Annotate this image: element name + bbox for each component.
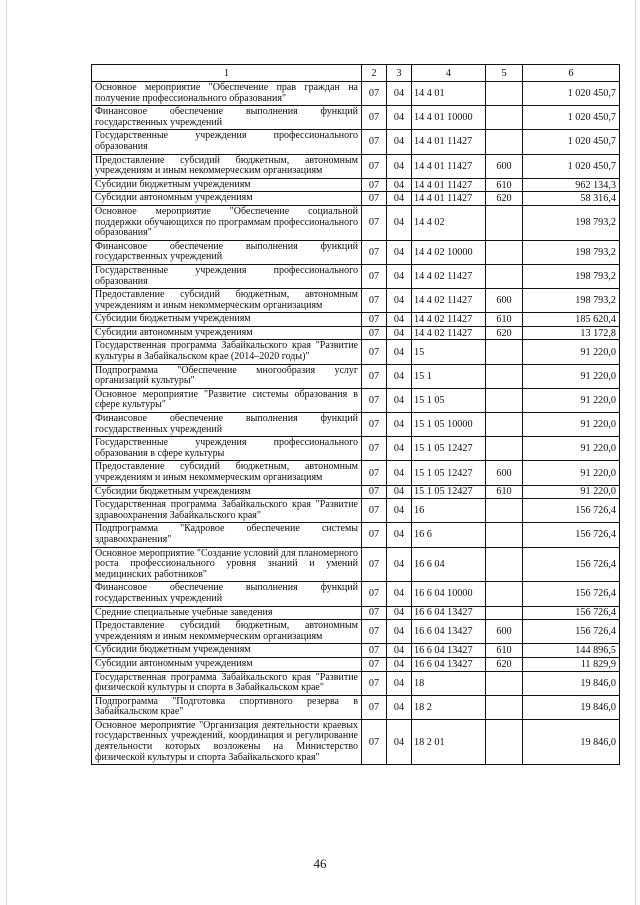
row-amount-cell: 19 846,0 xyxy=(523,671,620,695)
row-amount-cell: 1 020 450,7 xyxy=(523,130,620,154)
row-expense-type-cell: 610 xyxy=(486,644,523,658)
row-section-cell: 07 xyxy=(362,340,387,364)
row-section-cell: 07 xyxy=(362,695,387,719)
row-expense-type-cell xyxy=(486,671,523,695)
row-subsection-cell: 04 xyxy=(387,485,412,499)
row-target-code-cell: 16 6 04 13427 xyxy=(412,606,486,620)
row-expense-type-cell xyxy=(486,719,523,764)
row-name-cell: Субсидии автономным учреждениям xyxy=(92,192,362,206)
header-col-1: 1 xyxy=(92,65,362,82)
row-target-code-cell: 14 4 02 xyxy=(412,205,486,240)
row-expense-type-cell: 610 xyxy=(486,313,523,327)
row-amount-cell: 156 726,4 xyxy=(523,547,620,582)
row-name-cell: Предоставление субсидий бюджетным, автономным учреждениям и иным некоммерческим организациям xyxy=(92,289,362,313)
row-amount-cell: 13 172,8 xyxy=(523,326,620,340)
row-expense-type-cell xyxy=(486,82,523,106)
header-col-3: 3 xyxy=(387,65,412,82)
row-subsection-cell: 04 xyxy=(387,364,412,388)
row-target-code-cell: 15 1 xyxy=(412,364,486,388)
row-target-code-cell: 14 4 01 xyxy=(412,82,486,106)
table-row xyxy=(92,178,620,192)
row-subsection-cell: 04 xyxy=(387,154,412,178)
row-section-cell: 07 xyxy=(362,154,387,178)
row-target-code-cell: 14 4 01 10000 xyxy=(412,106,486,130)
row-section-cell: 07 xyxy=(362,606,387,620)
row-amount-cell: 144 896,5 xyxy=(523,644,620,658)
row-expense-type-cell xyxy=(486,606,523,620)
row-expense-type-cell xyxy=(486,413,523,437)
row-name-cell: Государственные учреждения профессионального образования xyxy=(92,130,362,154)
table-row xyxy=(92,154,620,178)
table-row xyxy=(92,657,620,671)
row-amount-cell: 1 020 450,7 xyxy=(523,106,620,130)
table-row xyxy=(92,205,620,240)
row-target-code-cell: 16 6 04 13427 xyxy=(412,620,486,644)
row-expense-type-cell: 600 xyxy=(486,289,523,313)
row-amount-cell: 91 220,0 xyxy=(523,364,620,388)
row-name-cell: Предоставление субсидий бюджетным, автономным учреждениям и иным некоммерческим организациям xyxy=(92,461,362,485)
row-name-cell: Финансовое обеспечение выполнения функций государственных учреждений xyxy=(92,106,362,130)
row-amount-cell: 91 220,0 xyxy=(523,340,620,364)
row-target-code-cell: 15 1 05 12427 xyxy=(412,461,486,485)
row-amount-cell: 198 793,2 xyxy=(523,289,620,313)
row-amount-cell: 198 793,2 xyxy=(523,205,620,240)
row-target-code-cell: 14 4 02 11427 xyxy=(412,264,486,288)
row-name-cell: Подпрограмма "Кадровое обеспечение системы здравоохранения" xyxy=(92,523,362,547)
row-section-cell: 07 xyxy=(362,523,387,547)
row-target-code-cell: 15 1 05 12427 xyxy=(412,485,486,499)
row-section-cell: 07 xyxy=(362,289,387,313)
row-name-cell: Основное мероприятие "Обеспечение прав граждан на получение профессионального образования" xyxy=(92,82,362,106)
row-expense-type-cell: 600 xyxy=(486,620,523,644)
row-expense-type-cell: 600 xyxy=(486,154,523,178)
row-subsection-cell: 04 xyxy=(387,178,412,192)
row-target-code-cell: 14 4 01 11427 xyxy=(412,192,486,206)
table-row xyxy=(92,606,620,620)
row-name-cell: Финансовое обеспечение выполнения функций государственных учреждений xyxy=(92,582,362,606)
row-subsection-cell: 04 xyxy=(387,326,412,340)
row-name-cell: Финансовое обеспечение выполнения функций государственных учреждений xyxy=(92,240,362,264)
row-target-code-cell: 15 1 05 xyxy=(412,388,486,412)
row-section-cell: 07 xyxy=(362,364,387,388)
row-section-cell: 07 xyxy=(362,437,387,461)
row-name-cell: Основное мероприятие "Создание условий для планомерного роста профессионального уровня знаний и умений медицинских работников" xyxy=(92,547,362,582)
row-name-cell: Субсидии автономным учреждениям xyxy=(92,657,362,671)
header-col-5: 5 xyxy=(486,65,523,82)
row-name-cell: Государственная программа Забайкальского края "Развитие здравоохранения Забайкальского края" xyxy=(92,499,362,523)
row-expense-type-cell: 600 xyxy=(486,461,523,485)
row-subsection-cell: 04 xyxy=(387,499,412,523)
table-row xyxy=(92,313,620,327)
row-section-cell: 07 xyxy=(362,82,387,106)
row-amount-cell: 1 020 450,7 xyxy=(523,82,620,106)
row-amount-cell: 156 726,4 xyxy=(523,606,620,620)
row-expense-type-cell: 620 xyxy=(486,326,523,340)
table-header-row xyxy=(92,65,620,82)
row-name-cell: Государственные учреждения профессионального образования xyxy=(92,264,362,288)
row-target-code-cell: 16 6 04 xyxy=(412,547,486,582)
row-amount-cell: 58 316,4 xyxy=(523,192,620,206)
row-section-cell: 07 xyxy=(362,313,387,327)
row-expense-type-cell xyxy=(486,130,523,154)
table-row xyxy=(92,82,620,106)
row-section-cell: 07 xyxy=(362,106,387,130)
row-expense-type-cell xyxy=(486,364,523,388)
left-page-edge xyxy=(6,0,7,905)
table-row xyxy=(92,264,620,288)
row-name-cell: Подпрограмма "Подготовка спортивного резерва в Забайкальском крае" xyxy=(92,695,362,719)
row-name-cell: Субсидии бюджетным учреждениям xyxy=(92,644,362,658)
row-amount-cell: 91 220,0 xyxy=(523,413,620,437)
row-name-cell: Субсидии автономным учреждениям xyxy=(92,326,362,340)
budget-table xyxy=(91,64,620,765)
row-section-cell: 07 xyxy=(362,240,387,264)
row-target-code-cell: 16 6 xyxy=(412,523,486,547)
row-subsection-cell: 04 xyxy=(387,582,412,606)
row-target-code-cell: 16 6 04 13427 xyxy=(412,644,486,658)
row-target-code-cell: 14 4 01 11427 xyxy=(412,130,486,154)
row-section-cell: 07 xyxy=(362,326,387,340)
row-name-cell: Подпрограмма "Обеспечение многообразия услуг организаций культуры" xyxy=(92,364,362,388)
table-row xyxy=(92,326,620,340)
row-target-code-cell: 15 1 05 10000 xyxy=(412,413,486,437)
row-expense-type-cell xyxy=(486,547,523,582)
row-section-cell: 07 xyxy=(362,192,387,206)
table-row xyxy=(92,240,620,264)
table-row xyxy=(92,547,620,582)
row-target-code-cell: 18 2 01 xyxy=(412,719,486,764)
row-subsection-cell: 04 xyxy=(387,240,412,264)
table-row xyxy=(92,192,620,206)
row-section-cell: 07 xyxy=(362,178,387,192)
row-expense-type-cell xyxy=(486,523,523,547)
row-target-code-cell: 18 xyxy=(412,671,486,695)
row-section-cell: 07 xyxy=(362,719,387,764)
row-section-cell: 07 xyxy=(362,547,387,582)
row-subsection-cell: 04 xyxy=(387,437,412,461)
row-expense-type-cell xyxy=(486,264,523,288)
table-body xyxy=(92,82,620,765)
row-subsection-cell: 04 xyxy=(387,413,412,437)
row-subsection-cell: 04 xyxy=(387,313,412,327)
row-subsection-cell: 04 xyxy=(387,106,412,130)
table-row xyxy=(92,437,620,461)
row-target-code-cell: 14 4 02 11427 xyxy=(412,289,486,313)
row-target-code-cell: 18 2 xyxy=(412,695,486,719)
row-amount-cell: 962 134,3 xyxy=(523,178,620,192)
row-expense-type-cell xyxy=(486,106,523,130)
row-name-cell: Субсидии бюджетным учреждениям xyxy=(92,485,362,499)
row-subsection-cell: 04 xyxy=(387,620,412,644)
row-section-cell: 07 xyxy=(362,644,387,658)
row-name-cell: Средние специальные учебные заведения xyxy=(92,606,362,620)
row-expense-type-cell: 610 xyxy=(486,178,523,192)
row-section-cell: 07 xyxy=(362,264,387,288)
row-target-code-cell: 14 4 02 11427 xyxy=(412,326,486,340)
table-row xyxy=(92,130,620,154)
row-expense-type-cell xyxy=(486,437,523,461)
row-section-cell: 07 xyxy=(362,499,387,523)
row-expense-type-cell xyxy=(486,499,523,523)
row-amount-cell: 185 620,4 xyxy=(523,313,620,327)
row-section-cell: 07 xyxy=(362,388,387,412)
table-row xyxy=(92,289,620,313)
row-subsection-cell: 04 xyxy=(387,671,412,695)
row-target-code-cell: 16 xyxy=(412,499,486,523)
header-col-6: 6 xyxy=(523,65,620,82)
row-subsection-cell: 04 xyxy=(387,606,412,620)
page-number: 46 xyxy=(313,856,327,871)
row-section-cell: 07 xyxy=(362,205,387,240)
row-section-cell: 07 xyxy=(362,582,387,606)
row-subsection-cell: 04 xyxy=(387,461,412,485)
table-row xyxy=(92,644,620,658)
row-name-cell: Предоставление субсидий бюджетным, автономным учреждениям и иным некоммерческим организациям xyxy=(92,620,362,644)
row-amount-cell: 156 726,4 xyxy=(523,582,620,606)
row-subsection-cell: 04 xyxy=(387,547,412,582)
row-subsection-cell: 04 xyxy=(387,657,412,671)
row-subsection-cell: 04 xyxy=(387,289,412,313)
row-name-cell: Основное мероприятие "Развитие системы образования в сфере культуры" xyxy=(92,388,362,412)
table-row xyxy=(92,620,620,644)
row-subsection-cell: 04 xyxy=(387,523,412,547)
row-name-cell: Основное мероприятие "Обеспечение социальной поддержки обучающихся по программам профессионального образования" xyxy=(92,205,362,240)
row-section-cell: 07 xyxy=(362,620,387,644)
row-section-cell: 07 xyxy=(362,413,387,437)
row-subsection-cell: 04 xyxy=(387,192,412,206)
row-amount-cell: 198 793,2 xyxy=(523,240,620,264)
row-amount-cell: 156 726,4 xyxy=(523,523,620,547)
table-row xyxy=(92,499,620,523)
row-section-cell: 07 xyxy=(362,657,387,671)
row-subsection-cell: 04 xyxy=(387,82,412,106)
header-col-4: 4 xyxy=(412,65,486,82)
row-target-code-cell: 14 4 01 11427 xyxy=(412,178,486,192)
row-amount-cell: 198 793,2 xyxy=(523,264,620,288)
row-expense-type-cell: 610 xyxy=(486,485,523,499)
table-row xyxy=(92,413,620,437)
row-amount-cell: 91 220,0 xyxy=(523,437,620,461)
row-amount-cell: 19 846,0 xyxy=(523,695,620,719)
row-name-cell: Субсидии бюджетным учреждениям xyxy=(92,178,362,192)
row-subsection-cell: 04 xyxy=(387,695,412,719)
row-target-code-cell: 14 4 02 10000 xyxy=(412,240,486,264)
row-expense-type-cell xyxy=(486,340,523,364)
row-subsection-cell: 04 xyxy=(387,264,412,288)
row-name-cell: Финансовое обеспечение выполнения функций государственных учреждений xyxy=(92,413,362,437)
row-amount-cell: 156 726,4 xyxy=(523,499,620,523)
row-amount-cell: 91 220,0 xyxy=(523,461,620,485)
table-row xyxy=(92,485,620,499)
row-amount-cell: 91 220,0 xyxy=(523,388,620,412)
row-amount-cell: 91 220,0 xyxy=(523,485,620,499)
table-row xyxy=(92,388,620,412)
row-expense-type-cell xyxy=(486,240,523,264)
row-subsection-cell: 04 xyxy=(387,719,412,764)
row-name-cell: Предоставление субсидий бюджетным, автономным учреждениям и иным некоммерческим организациям xyxy=(92,154,362,178)
table-row xyxy=(92,106,620,130)
row-expense-type-cell xyxy=(486,205,523,240)
row-target-code-cell: 14 4 01 11427 xyxy=(412,154,486,178)
row-subsection-cell: 04 xyxy=(387,130,412,154)
row-target-code-cell: 15 1 05 12427 xyxy=(412,437,486,461)
row-expense-type-cell xyxy=(486,695,523,719)
row-expense-type-cell xyxy=(486,388,523,412)
header-col-2: 2 xyxy=(362,65,387,82)
row-subsection-cell: 04 xyxy=(387,340,412,364)
row-amount-cell: 156 726,4 xyxy=(523,620,620,644)
row-target-code-cell: 16 6 04 10000 xyxy=(412,582,486,606)
row-target-code-cell: 16 6 04 13427 xyxy=(412,657,486,671)
row-name-cell: Субсидии бюджетным учреждениям xyxy=(92,313,362,327)
table-row xyxy=(92,523,620,547)
row-name-cell: Государственные учреждения профессионального образования в сфере культуры xyxy=(92,437,362,461)
row-name-cell: Основное мероприятие "Организация деятельности краевых государственных учреждений, координация и регулирование деятельности которых возложены на Министерство физической культуры и спорта Забайкальского края" xyxy=(92,719,362,764)
row-amount-cell: 1 020 450,7 xyxy=(523,154,620,178)
row-expense-type-cell xyxy=(486,582,523,606)
row-name-cell: Государственная программа Забайкальского края "Развитие физической культуры и спорта в Забайкальском крае" xyxy=(92,671,362,695)
row-section-cell: 07 xyxy=(362,461,387,485)
row-section-cell: 07 xyxy=(362,130,387,154)
table-row xyxy=(92,695,620,719)
table-row xyxy=(92,671,620,695)
row-target-code-cell: 14 4 02 11427 xyxy=(412,313,486,327)
right-page-edge xyxy=(635,0,636,905)
table-row xyxy=(92,719,620,764)
row-subsection-cell: 04 xyxy=(387,205,412,240)
row-subsection-cell: 04 xyxy=(387,388,412,412)
row-amount-cell: 19 846,0 xyxy=(523,719,620,764)
table-row xyxy=(92,582,620,606)
row-amount-cell: 11 829,9 xyxy=(523,657,620,671)
row-name-cell: Государственная программа Забайкальского края "Развитие культуры в Забайкальском крае (2014–2020 годы)" xyxy=(92,340,362,364)
row-expense-type-cell: 620 xyxy=(486,657,523,671)
row-subsection-cell: 04 xyxy=(387,644,412,658)
row-section-cell: 07 xyxy=(362,671,387,695)
table-row xyxy=(92,461,620,485)
table-row xyxy=(92,340,620,364)
row-target-code-cell: 15 xyxy=(412,340,486,364)
table-row xyxy=(92,364,620,388)
row-expense-type-cell: 620 xyxy=(486,192,523,206)
row-section-cell: 07 xyxy=(362,485,387,499)
